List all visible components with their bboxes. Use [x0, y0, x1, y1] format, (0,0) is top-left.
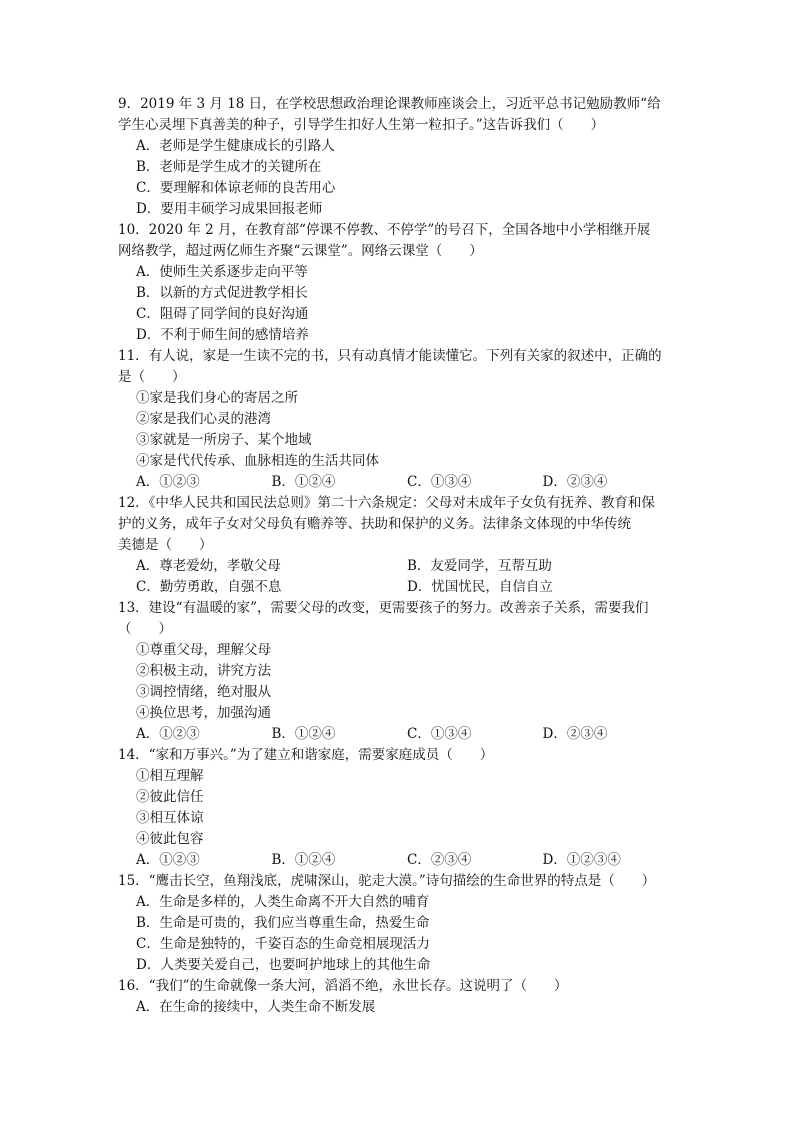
answer-option[interactable]: A．①②③	[136, 726, 200, 742]
question-14	[118, 745, 678, 871]
question-12	[118, 493, 678, 598]
question-stem-line: 10．2020 年 2 月，在教育部“停课不停教、不停学”的号召下，全国各地中小学相继开展	[118, 222, 651, 238]
question-10	[118, 220, 678, 346]
statement-item: ②彼此信任	[136, 789, 204, 805]
question-stem-line: 网络教学，超过两亿师生齐聚“云课堂”。网络云课堂（ ）	[118, 243, 483, 259]
answer-option[interactable]: A．尊老爱幼，孝敬父母	[136, 558, 281, 574]
statement-item: ④家是代代传承、血脉相连的生活共同体	[136, 453, 379, 469]
question-16	[118, 976, 678, 1018]
answer-option[interactable]: C．①③④	[407, 726, 472, 742]
answer-option[interactable]: D．①②③④	[542, 852, 621, 868]
statement-item: ③相互体谅	[136, 810, 204, 826]
question-stem-line: 9．2019 年 3 月 18 日，在学校思想政治理论课教师座谈会上，习近平总书记勉励教师“给	[118, 96, 661, 112]
answer-option[interactable]: B．①②④	[271, 474, 336, 490]
question-stem-line: 11．有人说，家是一生读不完的书，只有动真情才能读懂它。下列有关家的叙述中，正确的	[118, 348, 662, 364]
answer-option[interactable]: D．不利于师生间的感情培养	[136, 327, 309, 343]
answer-option[interactable]: C．生命是独特的，千姿百态的生命竞相展现活力	[136, 936, 430, 952]
answer-option[interactable]: A．生命是多样的，人类生命离不开大自然的哺育	[136, 894, 430, 910]
answer-option[interactable]: A．使师生关系逐步走向平等	[136, 264, 308, 280]
answer-option[interactable]: B．以新的方式促进教学相长	[136, 285, 308, 301]
question-stem-line: 是（ ）	[118, 369, 186, 385]
question-stem-line: （ ）	[118, 621, 172, 637]
statement-item: ④换位思考，加强沟通	[136, 705, 271, 721]
question-stem-line: 16．“我们”的生命就像一条大河，滔滔不绝，永世长存。这说明了（ ）	[118, 978, 568, 994]
answer-option-row	[118, 724, 678, 745]
question-11	[118, 346, 678, 493]
question-stem-line: 13．建设“有温暖的家”，需要父母的改变，更需要孩子的努力。改善亲子关系，需要我们	[118, 600, 649, 616]
statement-item: ③调控情绪，绝对服从	[136, 684, 271, 700]
statement-item: ①家是我们身心的寄居之所	[136, 390, 298, 406]
question-13	[118, 598, 678, 745]
question-stem-line: 学生心灵埋下真善美的种子，引导学生扣好人生第一粒扣子。”这告诉我们（ ）	[118, 117, 605, 133]
question-stem-line: 护的义务，成年子女对父母负有赡养等、扶助和保护的义务。法律条文体现的中华传统	[118, 516, 631, 532]
answer-option[interactable]: C．②③④	[407, 852, 472, 868]
answer-option[interactable]: D．要用丰硕学习成果回报老师	[136, 201, 323, 217]
answer-option[interactable]: C．勤劳勇敢，自强不息	[136, 579, 282, 595]
answer-option[interactable]: C．要理解和体谅老师的良苦用心	[136, 180, 336, 196]
question-stem-line: 美德是（ ）	[118, 537, 213, 553]
answer-option[interactable]: B．生命是可贵的，我们应当尊重生命，热爱生命	[136, 915, 430, 931]
answer-option-row	[118, 577, 678, 598]
answer-option-row	[118, 556, 678, 577]
statement-item: ②积极主动，讲究方法	[136, 663, 271, 679]
answer-option-row	[118, 472, 678, 493]
answer-option[interactable]: C．①③④	[407, 474, 472, 490]
answer-option[interactable]: A．①②③	[136, 852, 200, 868]
statement-item: ①尊重父母，理解父母	[136, 642, 271, 658]
answer-option[interactable]: B．①②④	[271, 726, 336, 742]
answer-option[interactable]: D．忧国忧民，自信自立	[407, 579, 553, 595]
answer-option[interactable]: A．在生命的接续中，人类生命不断发展	[136, 999, 376, 1015]
question-stem-line: 14．“家和万事兴。”为了建立和谐家庭，需要家庭成员（ ）	[118, 747, 494, 763]
answer-option[interactable]: D．②③④	[542, 474, 608, 490]
question-15	[118, 871, 678, 976]
answer-option[interactable]: A．①②③	[136, 474, 200, 490]
question-stem-line: 12．《中华人民共和国民法总则》第二十六条规定：父母对未成年子女负有抚养、教育和保	[118, 495, 655, 511]
statement-item: ④彼此包容	[136, 831, 204, 847]
question-9	[118, 94, 678, 220]
answer-option[interactable]: D．人类要关爱自己，也要呵护地球上的其他生命	[136, 957, 431, 973]
answer-option-row	[118, 850, 678, 871]
statement-item: ③家就是一所房子、某个地域	[136, 432, 312, 448]
answer-option[interactable]: B．老师是学生成才的关键所在	[136, 159, 322, 175]
answer-option[interactable]: B．友爱同学，互帮互助	[407, 558, 552, 574]
exam-page	[118, 94, 678, 1018]
answer-option[interactable]: A．老师是学生健康成长的引路人	[136, 138, 335, 154]
statement-item: ①相互理解	[136, 768, 204, 784]
answer-option[interactable]: D．②③④	[542, 726, 608, 742]
statement-item: ②家是我们心灵的港湾	[136, 411, 271, 427]
answer-option[interactable]: C．阻碍了同学间的良好沟通	[136, 306, 309, 322]
question-stem-line: 15．“鹰击长空，鱼翔浅底，虎啸深山，驼走大漠。”诗句描绘的生命世界的特点是（ ）	[118, 873, 656, 889]
answer-option[interactable]: B．①②④	[271, 852, 336, 868]
